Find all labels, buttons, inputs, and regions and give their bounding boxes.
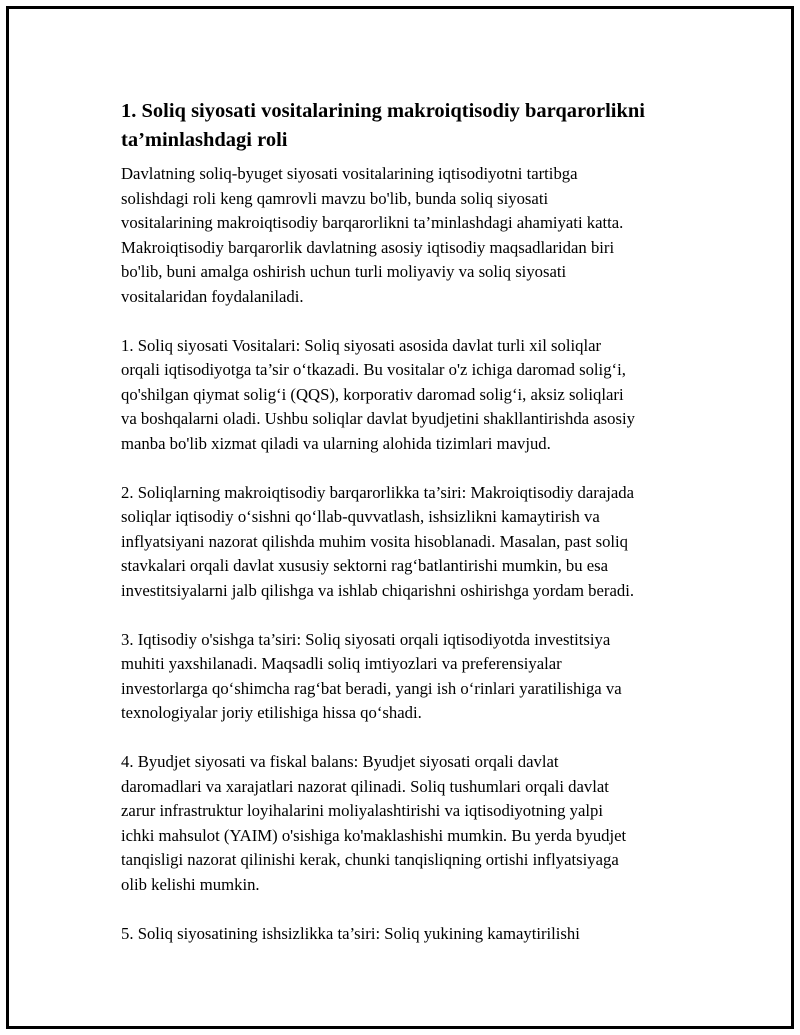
paragraph-intro: [121, 162, 701, 309]
paragraph-1-tax-instruments: [121, 334, 701, 457]
paragraph-line: stavkalari orqali davlat xususiy sektorni rag‘batlantirishi mumkin, bu esa: [121, 556, 609, 575]
paragraph-line: inflyatsiyani nazorat qilishda muhim vosita hisoblanadi. Masalan, past soliq: [121, 531, 629, 551]
paragraph-line: 4. Byudjet siyosati va fiskal balans: Byudjet siyosati orqali davlat: [121, 752, 559, 771]
paragraph-line: solishdagi roli keng qamrovli mavzu bo'lib, bunda soliq siyosati: [121, 188, 549, 208]
paragraph-line: ichki mahsulot (YAIM) o'sishiga ko'maklashishi mumkin. Bu yerda byudjet: [121, 825, 627, 845]
paragraph-line: texnologiyalar joriy etilishiga hissa qo‘shadi.: [121, 703, 422, 722]
paragraph-line: vositalarining makroiqtisodiy barqarorlikni ta’minlashdagi ahamiyati katta.: [121, 213, 624, 232]
paragraph-line: investitsiyalarni jalb qilishga va ishlab chiqarishni oshirishga yordam beradi.: [121, 580, 635, 600]
paragraph-line: muhiti yaxshilanadi. Maqsadli soliq imtiyozlari va preferensiyalar: [121, 654, 562, 673]
paragraph-line: qo'shilgan qiymat solig‘i (QQS), korporativ daromad solig‘i, aksiz soliqlari: [121, 384, 624, 404]
paragraph-line: olib kelishi mumkin.: [121, 874, 260, 894]
paragraph-line: Davlatning soliq-byuget siyosati vositalarining iqtisodiyotni tartibga: [121, 164, 578, 183]
paragraph-line: va boshqalarni oladi. Ushbu soliqlar davlat byudjetini shakllantirishda asosiy: [121, 409, 635, 428]
paragraph-line: zarur infrastruktur loyihalarini moliyalashtirishi va iqtisodiyotning yalpi: [121, 801, 603, 820]
document-content: [121, 97, 701, 971]
paragraph-line: 2. Soliqlarning makroiqtisodiy barqarorlikka ta’siri: Makroiqtisodiy darajada: [121, 482, 635, 502]
paragraph-line: 1. Soliq siyosati Vositalari: Soliq siyosati asosida davlat turli xil soliqlar: [121, 335, 602, 355]
paragraph-line: Makroiqtisodiy barqarorlik davlatning asosiy iqtisodiy maqsadlaridan biri: [121, 237, 615, 257]
section-heading: [121, 97, 701, 155]
heading-line: 1. Soliq siyosati vositalarining makroiqtisodiy barqarorlikni: [121, 100, 646, 122]
paragraph-line: manba bo'lib xizmat qiladi va ularning alohida tizimlari mavjud.: [121, 433, 551, 453]
paragraph-line: soliqlar iqtisodiy o‘sishni qo‘llab-quvvatlash, ishsizlikni kamaytirish va: [121, 507, 600, 526]
paragraph-line: 3. Iqtisodiy o'sishga ta’siri: Soliq siyosati orqali iqtisodiyotda investitsiya: [121, 629, 611, 649]
paragraph-line: 5. Soliq siyosatining ishsizlikka ta’siri: Soliq yukining kamaytirilishi: [121, 923, 580, 943]
paragraph-line: bo'lib, buni amalga oshirish uchun turli moliyaviy va soliq siyosati: [121, 262, 567, 281]
paragraph-line: daromadlari va xarajatlari nazorat qilinadi. Soliq tushumlari orqali davlat: [121, 776, 609, 796]
paragraph-line: orqali iqtisodiyotga ta’sir o‘tkazadi. Bu vositalar o'z ichiga daromad solig‘i,: [121, 360, 626, 379]
paragraph-4-fiscal-balance: [121, 750, 701, 897]
paragraph-line: investorlarga qo‘shimcha rag‘bat beradi, yangi ish o‘rinlari yaratilishiga va: [121, 678, 622, 698]
paragraph-5-unemployment: [121, 922, 701, 947]
page-frame: [6, 6, 794, 1029]
paragraph-line: vositalaridan foydalaniladi.: [121, 286, 304, 306]
paragraph-3-economic-growth: [121, 628, 701, 726]
paragraph-line: tanqisligi nazorat qilinishi kerak, chunki tanqisliqning ortishi inflyatsiyaga: [121, 850, 619, 869]
heading-line: ta’minlashdagi roli: [121, 129, 288, 151]
paragraph-2-macro-stability: [121, 481, 701, 604]
